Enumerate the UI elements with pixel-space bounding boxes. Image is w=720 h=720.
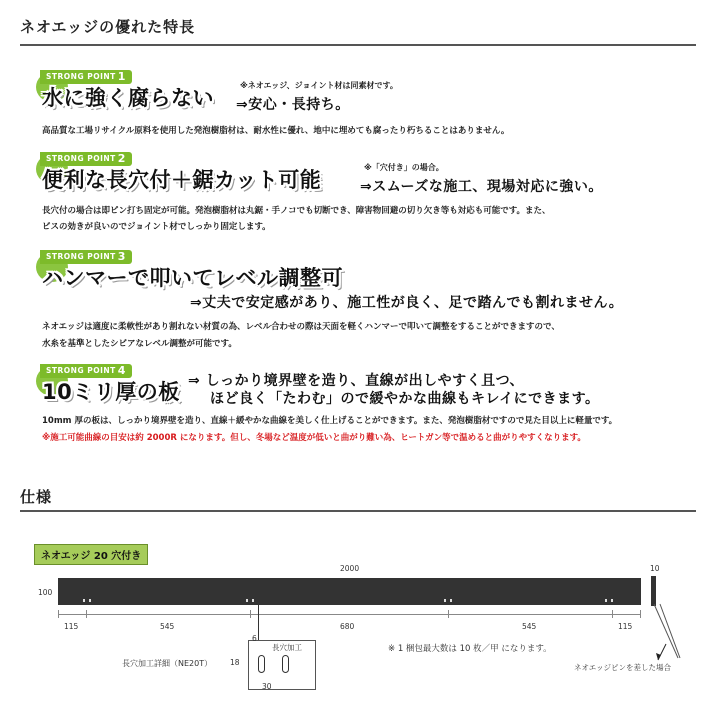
packing-note: ※ 1 梱包最大数は 10 枚／甲 になります。: [388, 644, 552, 654]
point-3-tagline: ⇒丈夫で安定感があり、施工性が良く、足で踏んでも割れません。: [190, 295, 624, 311]
segment-label: 545: [160, 622, 175, 631]
slot-hole: [246, 599, 248, 602]
spec-title: 仕様: [20, 488, 53, 506]
slot-hole: [83, 599, 85, 602]
point-4-body: 10mm 厚の板は、しっかり境界壁を造り、直線＋緩やかな曲線を美しく仕上げることができます。また、発泡樹脂材ですので見た目以上に軽量です。: [42, 416, 618, 426]
point-4-warning: ※施工可能曲線の目安は約 2000R になります。但し、冬場など温度が低いと曲がり難い為、ヒートガン等で温めると曲がりやすくなります。: [42, 433, 586, 443]
pin-note: ネオエッジピンを差した場合: [574, 663, 672, 672]
point-4-tagline: ⇒ しっかり境界壁を造り、直線が出しやすく且つ、: [188, 373, 525, 389]
point-1-tagline: ⇒安心・長持ち。: [236, 97, 350, 113]
detail-height: 18: [230, 658, 240, 667]
slot-hole: [605, 599, 607, 602]
pin-line: [654, 604, 678, 658]
slot-shape: [282, 655, 289, 673]
slot-hole: [252, 599, 254, 602]
dimension-tick: [640, 610, 641, 618]
point-3-body-line-2: 水糸を基準としたシビアなレベル調整が可能です。: [42, 339, 237, 349]
point-4-headline: 10ミリ厚の板: [42, 380, 180, 404]
point-1-badge: STRONG POINT 1: [40, 70, 132, 84]
slot-shape: [258, 655, 265, 673]
point-1-body: 高品質な工場リサイクル原料を使用した発泡樹脂材は、耐水性に優れ、地中に埋めても腐ったり朽ちることはありません。: [42, 126, 510, 136]
dimension-tick: [448, 610, 449, 618]
slot-hole: [89, 599, 91, 602]
segment-label: 115: [64, 622, 79, 631]
point-1-note: ※ネオエッジ、ジョイント材は同素材です。: [240, 81, 398, 90]
point-3-body-line-1: ネオエッジは適度に柔軟性があり割れない材質の為、レベル合わせの際は天面を軽くハンマーで叩いて調整をすることができますので、: [42, 322, 560, 332]
height-label: 100: [38, 588, 53, 597]
detail-pitch: 30: [262, 682, 272, 691]
point-2-body-line-2: ビスの効きが良いのでジョイント材でしっかり固定します。: [42, 222, 271, 232]
dimension-tick: [612, 610, 613, 618]
point-1-headline: 水に強く腐らない: [42, 86, 214, 110]
features-divider: [20, 44, 696, 46]
dimension-tick: [58, 610, 59, 618]
point-3-badge: STRONG POINT 3: [40, 250, 132, 264]
segment-label: 115: [618, 622, 633, 631]
features-title: ネオエッジの優れた特長: [20, 18, 196, 36]
board-front-view: [58, 578, 641, 605]
spec-divider: [20, 510, 696, 512]
point-2-tagline: ⇒スムーズな施工、現場対応に強い。: [360, 179, 603, 195]
point-4-tagline-2: ほど良く「たわむ」ので緩やかな曲線もキレイにできます。: [210, 391, 600, 407]
point-2-badge: STRONG POINT 2: [40, 152, 132, 166]
segment-label: 545: [522, 622, 537, 631]
point-2-body-line-1: 長穴付の場合は即ピン打ち固定が可能。発泡樹脂材は丸鋸・手ノコでも切断でき、障害物回避の切り欠き等も対応も可能です。また、: [42, 206, 551, 216]
slot-hole: [450, 599, 452, 602]
slot-hole: [444, 599, 446, 602]
point-3-headline: ハンマーで叩いてレベル調整可: [42, 266, 343, 290]
point-4-badge: STRONG POINT 4: [40, 364, 132, 378]
length-label: 2000: [340, 564, 360, 573]
detail-title: 長穴加工: [272, 643, 302, 652]
thickness-label: 10: [650, 564, 660, 573]
point-2-headline: 便利な長穴付＋鋸カット可能: [42, 168, 322, 192]
dimension-line: [58, 614, 641, 615]
product-label: ネオエッジ 20 穴付き: [34, 544, 148, 565]
detail-width: 6: [252, 634, 257, 643]
dimension-tick: [86, 610, 87, 618]
pin-diagram: [650, 600, 690, 670]
segment-label: 680: [340, 622, 355, 631]
detail-callout-line: [258, 600, 259, 640]
detail-label: 長穴加工詳細（NE20T）: [122, 659, 213, 668]
dimension-tick: [250, 610, 251, 618]
point-2-note: ※「穴付き」の場合。: [364, 163, 444, 172]
slot-hole: [611, 599, 613, 602]
